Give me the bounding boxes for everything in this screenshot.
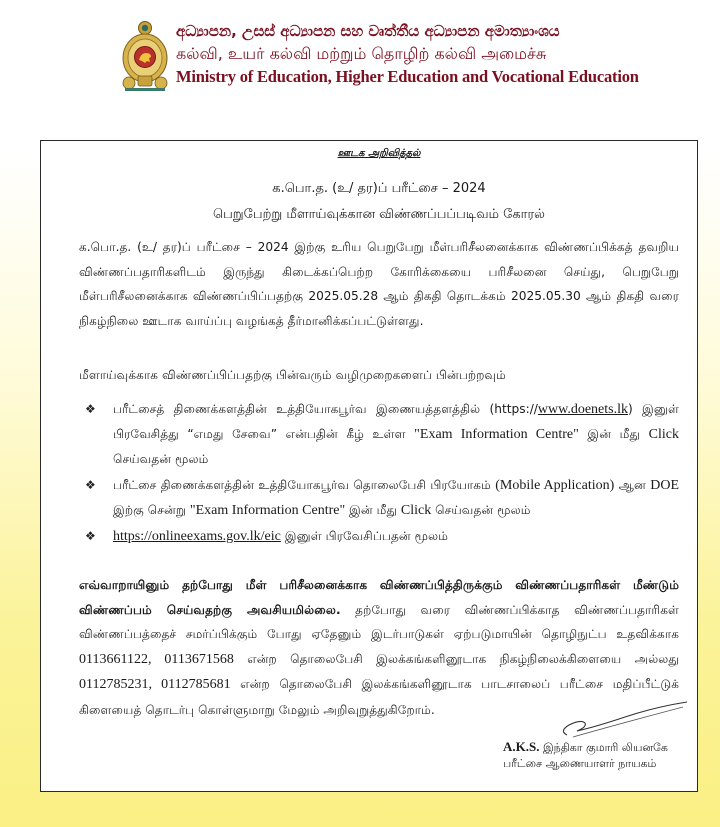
exam-info-centre-text: "Exam Information Centre" [189,503,346,518]
contact-text: என்ற தொலைபேசி இலக்கங்களினூடாக நிகழ்நிலைக்கிளையை அல்லது [233,651,679,666]
diamond-bullet-icon: ❖ [85,478,96,492]
signer-title: பரீட்சை ஆணையாளர் நாயகம் [503,757,657,770]
ministry-name-block [176,20,639,88]
ministry-header [120,20,639,92]
government-crest-icon [120,20,170,92]
instruction-text: இற்கு சென்று [113,503,190,517]
instruction-item-online-exams [85,524,679,549]
instruction-list [85,397,679,550]
instructions-heading: மீளாய்வுக்காக விண்ணப்பிப்பதற்கு பின்வரும் வழிமுறைகளைப் பின்பற்றவும் [79,368,506,382]
diamond-bullet-icon: ❖ [85,402,96,416]
instruction-text: செய்வதன் மூலம் [113,452,209,466]
phone-number: 0113671568 [164,651,234,667]
reapply-not-required-text: எவ்வாறாயினும் தற்போது மீள் பரிசீலனைக்காக விண்ணப்பித்திருக்கும் விண்ணப்பதாரிகள் மீண்டும் விண்ணப்பம் செய்வதற்கு அவசியமில்லை. [79,578,679,617]
handwritten-signature [555,701,695,741]
signer-name [503,739,703,756]
signer-block [503,739,703,772]
instruction-text: இன் மீது [578,427,649,441]
notice-title: க.பொ.த. (உ/ தர)ப் பரீட்சை – 2024 [272,181,486,196]
notice-label: ஊடக அறிவித்தல் [337,148,421,159]
ministry-name-tamil: கல்வி, உயர் கல்வி மற்றும் தொழிற் கல்வி அமைச்சு [176,44,547,63]
signer-full-name: இந்திகா குமாரி லியனகே [542,741,668,754]
contact-text: என்ற தொலைபேசி இலக்கங்களினூடாக பாடசாலைப் பரீட்சை மதிப்பீட்டுக் கிளையைத் தொடர்பு கொள்ளுமாறு மேலும் அறிவுறுத்துகிறோம். [79,677,679,717]
diamond-bullet-icon: ❖ [85,529,96,543]
instruction-text: பரீட்சைத் திணைக்களத்தின் உத்தியோகபூர்வ இணையத்தளத்தில் (https:// [113,402,538,416]
instruction-item-mobile-app [85,473,679,523]
notice-subtitle: பெறுபேற்று மீளாய்வுக்கான விண்ணப்பப்படிவம் கோரல் [213,207,545,222]
instruction-text: ) இனுள் பிரவேசித்து “எமது சேவை” என்பதின் கீழ் உள்ள [113,402,679,441]
contact-text: தற்போது வரை விண்ணப்பிக்காத விண்ணப்பதாரிகள் விண்ணப்பத்தைச் சமர்ப்பிக்கும் போது ஏதேனும் இடர்பாடுகள் ஏற்படுமாயின் தொழிநுட்ப உதவிக்காக [79,602,679,641]
doenets-link[interactable]: www.doenets.lk [537,402,628,417]
phone-number: 0112785681 [161,677,231,692]
instruction-text: பரீட்சை திணைக்களத்தின் உத்தியோகபூர்வ தொலைபேசி பிரயோகம் [113,478,496,492]
mobile-application-text: (Mobile Application) [495,478,615,493]
ministry-name-sinhala: අධ්‍යාපන, උසස් අධ්‍යාපන සහ වෘත්තීය අධ්‍යාපන අමාත්‍යාංශය [176,22,560,40]
click-text: Click [648,427,679,442]
signer-initials: A.K.S. [503,739,540,754]
contact-paragraph: எவ்வாறாயினும் தற்போது மீள் பரிசீலனைக்காக விண்ணப்பித்திருக்கும் விண்ணப்பதாரிகள் மீண்டும் விண்ணப்பம் செய்வதற்கு அவசியமில்லை. தற்போது வரை விண்ணப்பிக்காத விண்ணப்பதாரிகள் விண்ணப்பத்தைச் சமர்ப்பிக்கும் போது ஏதேனும் இடர்பாடுகள் ஏற்படுமாயின் தொழிநுட்ப உதவிக்காக 0113661122, 0113671568 என்ற தொலைபேசி இலக்கங்களினூடாக நிகழ்நிலைக்கிளையை அல்லது 0112785231, 0112785681 என்ற தொலைபேசி இலக்கங்களினூடாக பாடசாலைப் பரீட்சை மதிப்பீட்டுக் கிளையைத் தொடர்பு கொள்ளுமாறு மேலும் அறிவுறுத்துகிறோம். [79,578,679,717]
click-text: Click [400,503,432,518]
phone-number: 0112785231 [79,677,149,692]
ministry-name-english: Ministry of Education, Higher Education and Vocational Education [176,67,639,86]
instruction-text: ஆன [614,478,651,492]
instruction-text: இன் மீது [345,503,401,517]
press-release-document [40,140,698,792]
instruction-text: இனுள் பிரவேசிப்பதன் மூலம் [280,529,449,543]
onlineexams-link[interactable]: https://onlineexams.gov.lk/eic [113,529,281,544]
instruction-item-website [85,397,679,472]
intro-paragraph: க.பொ.த. (உ/ தர)ப் பரீட்சை – 2024 இற்கு உரிய பெறுபேறு மீள்பரிசீலனைக்காக விண்ணப்பிக்கத் தவறிய விண்ணப்பதாரிகளிடம் இருந்து கிடைக்கப்பெற்ற கோரிக்கையை பரிசீலனை செய்து, பெறுபேறு மீள்பரிசீலனைக்காக விண்ணப்பிப்பதற்கு 2025.05.28 ஆம் திகதி தொடக்கம் 2025.05.30 ஆம் திகதி வரை நிகழ்நிலை ஊடாக வாய்ப்பு வழங்கத் தீர்மானிக்கப்பட்டுள்ளது. [79,240,679,328]
phone-number: 0113661122 [79,651,148,667]
exam-info-centre-text: "Exam Information Centre" [414,427,579,442]
doe-app-text: DOE [650,478,679,493]
instruction-text: செய்வதன் மூலம் [431,503,531,517]
